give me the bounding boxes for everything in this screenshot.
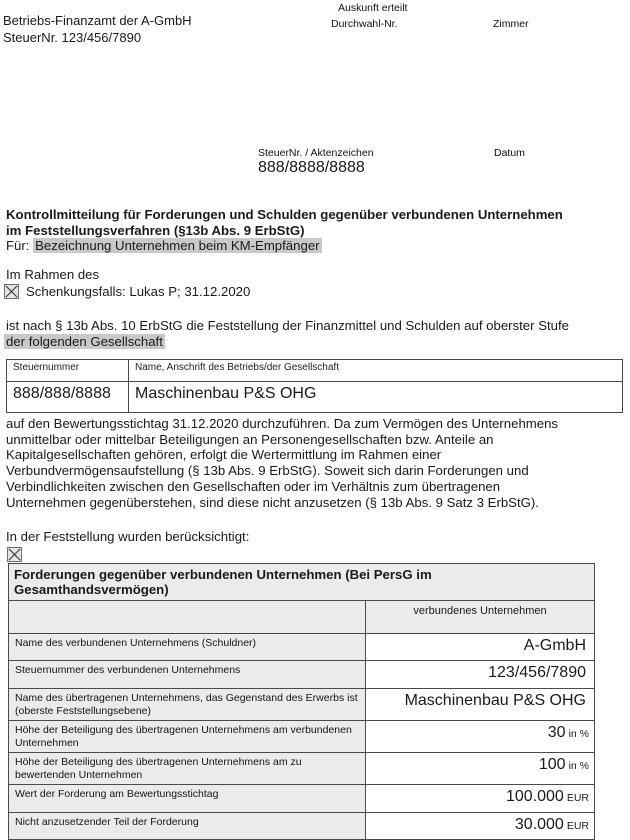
datum-label: Datum <box>494 147 525 159</box>
table-row <box>9 753 595 785</box>
row-value: Maschinenbau P&S OHG <box>404 692 586 709</box>
paragraph-line: Verbundvermögensaufstellung (§ 13b Abs. 9 ErbStG). Soweit sich darin Forderungen und <box>6 463 529 479</box>
table-row <box>9 721 595 753</box>
table-row <box>9 785 595 813</box>
row-value: 100 <box>538 756 566 773</box>
statement-block <box>6 318 628 349</box>
row-label: Nicht anzusetzender Teil der Forderung <box>9 813 366 840</box>
auskunft-erteilt-label: Auskunft erteilt <box>338 2 408 14</box>
row-value-cell <box>366 661 595 689</box>
row-value: A-GmbH <box>523 637 586 654</box>
paragraph-line: Verbindlichkeiten zwischen den Gesellschaften oder im Verhältnis zum übertragenen <box>6 478 501 494</box>
row-value-cell <box>366 689 595 721</box>
paragraph-line: Unternehmen gegenüberstehen, sind diese nicht anzusetzen (§ 13b Abs. 9 Satz 3 ErbStG). <box>6 494 539 510</box>
zimmer-label: Zimmer <box>493 18 529 30</box>
forderungen-checkbox[interactable] <box>7 547 22 562</box>
subject-title-line2: im Feststellungsverfahren (§13b Abs. 9 ErbStG) <box>6 222 305 238</box>
row-unit: EUR <box>566 792 589 804</box>
row-label: Name des übertragenen Unternehmens, das Gegenstand des Erwerbs ist (oberste Feststellungsebene) <box>9 689 366 721</box>
schenkungsfall-checkbox[interactable] <box>4 284 19 299</box>
company-table-header-steuernummer: Steuernummer <box>7 360 129 382</box>
statement-line1: ist nach § 13b Abs. 10 ErbStG die Feststellung der Finanzmittel und Schulden auf oberster Stufe <box>6 318 569 333</box>
fuer-line <box>6 238 626 254</box>
row-value: 30.000 <box>514 816 564 833</box>
row-label: Name des verbundenen Unternehmens (Schuldner) <box>9 634 366 661</box>
row-label: Wert der Forderung am Bewertungsstichtag <box>9 785 366 813</box>
company-table <box>6 359 623 413</box>
paragraph-line: unmittelbar oder mittelbar Beteiligungen an Personengesellschaften bzw. Anteile an <box>6 431 494 447</box>
table-row <box>9 661 595 689</box>
row-value-cell <box>366 753 595 785</box>
schenkungsfall-row <box>4 284 250 300</box>
row-label: Höhe der Beteiligung des übertragenen Unternehmens am zu bewertenden Unternehmen <box>9 753 366 785</box>
row-value-cell <box>366 634 595 661</box>
feststellung-intro-label: In der Feststellung wurden berücksichtigt: <box>6 529 250 544</box>
claims-table-empty-header-cell <box>9 601 366 634</box>
subject-title-line1: Kontrollmitteilung für Forderungen und Schulden gegenüber verbundenen Unternehmen <box>6 207 563 222</box>
sender-tax-number: SteuerNr. 123/456/7890 <box>3 30 142 45</box>
row-value: 123/456/7890 <box>488 664 586 681</box>
steuernr-aktenzeichen-label: SteuerNr. / Aktenzeichen <box>258 147 374 159</box>
paragraph-line: Kapitalgesellschaften gehören, erfolgt die Wertermittlung im Rahmen einer <box>6 447 442 463</box>
paragraph-line: auf den Bewertungsstichtag 31.12.2020 durchzuführen. Da zum Vermögen des Unternehmens <box>6 416 559 431</box>
statement-highlight: der folgenden Gesellschaft <box>6 333 163 349</box>
company-name-value: Maschinenbau P&S OHG <box>129 382 623 413</box>
row-value-cell <box>366 785 595 813</box>
company-table-header-name: Name, Anschrift des Betriebs/der Gesellschaft <box>129 360 623 382</box>
sender-office: Betriebs-Finanzamt der A-GmbH <box>3 13 192 28</box>
steuernr-aktenzeichen-value: 888/8888/8888 <box>258 159 365 176</box>
fuer-value-highlighted: Bezeichnung Unternehmen beim KM-Empfänger <box>35 238 320 254</box>
valuation-paragraph <box>6 416 628 510</box>
company-steuernummer-value: 888/888/8888 <box>7 382 129 413</box>
durchwahl-label: Durchwahl-Nr. <box>331 18 398 30</box>
subject-block <box>6 207 626 254</box>
claims-table <box>8 563 595 840</box>
table-row <box>9 634 595 661</box>
fuer-label: Für: <box>6 238 30 254</box>
row-value-cell <box>366 721 595 753</box>
row-unit: EUR <box>566 820 589 832</box>
table-row <box>9 689 595 721</box>
im-rahmen-label: Im Rahmen des <box>6 267 100 282</box>
row-label: Höhe der Beteiligung des übertragenen Unternehmens am verbundenen Unternehmen <box>9 721 366 753</box>
row-value: 30 <box>547 724 566 741</box>
row-label: Steuernummer des verbundenen Unternehmens <box>9 661 366 689</box>
claims-table-column-header: verbundenes Unternehmen <box>366 601 595 634</box>
schenkungsfall-label: Schenkungsfalls: Lukas P; 31.12.2020 <box>26 284 251 299</box>
claims-table-title: Forderungen gegenüber verbundenen Unternehmen (Bei PersG im Gesamthandsvermögen) <box>9 564 595 601</box>
row-value: 100.000 <box>505 788 564 805</box>
row-unit: in % <box>568 760 589 772</box>
row-unit: in % <box>568 728 589 740</box>
